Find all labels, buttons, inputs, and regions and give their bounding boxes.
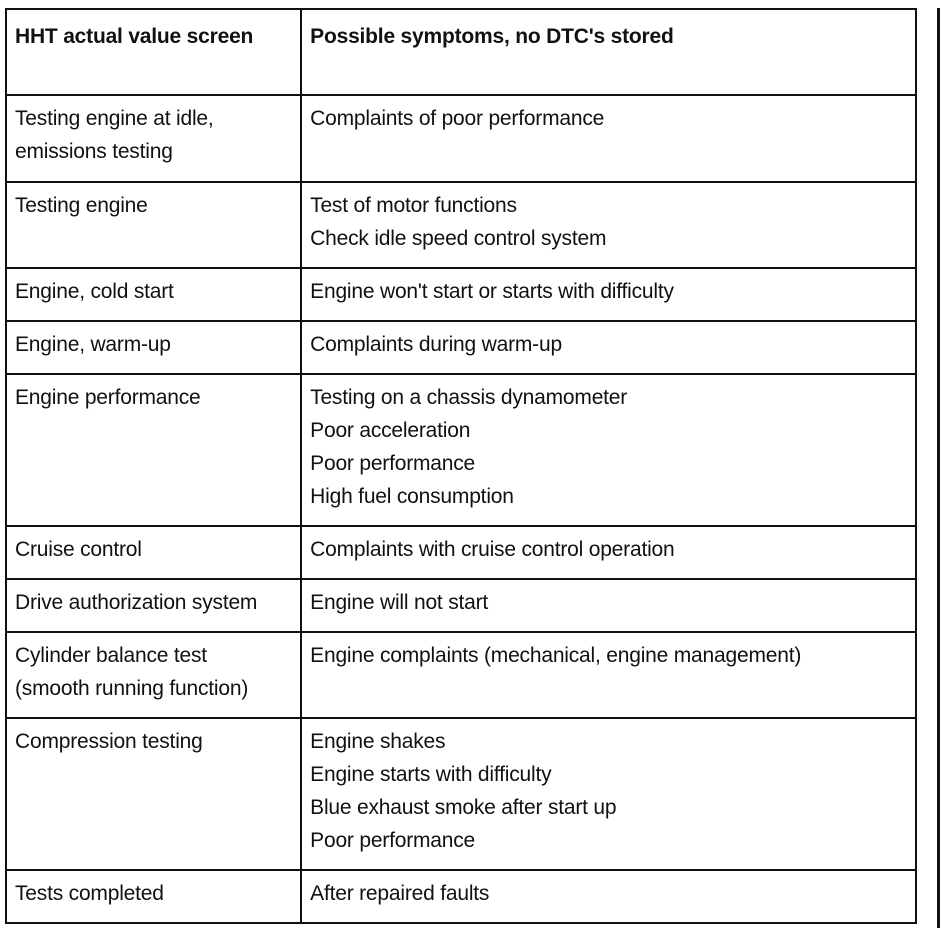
table-row xyxy=(6,870,916,923)
screen-cell xyxy=(6,632,301,718)
symptoms-cell xyxy=(301,718,916,870)
screen-cell xyxy=(6,374,301,526)
table-row xyxy=(6,526,916,579)
table-row xyxy=(6,182,916,268)
table-header-row xyxy=(6,9,916,95)
diagnostic-table xyxy=(5,8,917,924)
screen-line: Engine performance xyxy=(15,386,201,409)
symptom-line: Poor performance xyxy=(310,829,476,852)
symptoms-cell xyxy=(301,526,916,579)
table-row xyxy=(6,579,916,632)
symptoms-cell xyxy=(301,321,916,374)
table-row xyxy=(6,95,916,182)
screen-cell xyxy=(6,321,301,374)
symptom-line: Engine complaints (mechanical, engine management) xyxy=(310,644,802,667)
symptom-line: Testing on a chassis dynamometer xyxy=(310,386,628,409)
symptom-line: Test of motor functions xyxy=(310,194,517,217)
screen-line: Testing engine xyxy=(15,194,148,217)
screen-cell xyxy=(6,579,301,632)
screen-cell xyxy=(6,182,301,268)
screen-cell xyxy=(6,95,301,182)
symptoms-cell xyxy=(301,579,916,632)
screen-cell xyxy=(6,268,301,321)
symptoms-cell xyxy=(301,268,916,321)
symptom-line: Engine won't start or starts with difficulty xyxy=(310,280,674,303)
table-row xyxy=(6,632,916,718)
symptoms-cell xyxy=(301,870,916,923)
symptom-line: Poor acceleration xyxy=(310,419,471,442)
screen-line: (smooth running function) xyxy=(15,677,249,700)
screen-line: Cylinder balance test xyxy=(15,644,207,667)
screen-line: Cruise control xyxy=(15,538,142,561)
table-row xyxy=(6,374,916,526)
symptom-line: Complaints of poor performance xyxy=(310,107,605,130)
symptom-line: Engine shakes xyxy=(310,730,446,753)
screen-cell xyxy=(6,718,301,870)
symptoms-cell xyxy=(301,632,916,718)
symptom-line: Check idle speed control system xyxy=(310,227,607,250)
header-possible-symptoms: Possible symptoms, no DTC's stored xyxy=(301,9,916,95)
table-row xyxy=(6,718,916,870)
symptom-line: Blue exhaust smoke after start up xyxy=(310,796,617,819)
screen-cell xyxy=(6,526,301,579)
screen-line: emissions testing xyxy=(15,140,173,163)
symptoms-cell xyxy=(301,95,916,182)
symptom-line: After repaired faults xyxy=(310,882,490,905)
screen-line: Drive authorization system xyxy=(15,591,258,614)
symptom-line: High fuel consumption xyxy=(310,485,514,508)
screen-line: Testing engine at idle, xyxy=(15,107,214,130)
symptom-line: Poor performance xyxy=(310,452,476,475)
symptom-line: Complaints during warm-up xyxy=(310,333,562,356)
screen-cell xyxy=(6,870,301,923)
header-hht-screen: HHT actual value screen xyxy=(6,9,301,95)
scan-edge-line xyxy=(937,8,940,928)
symptom-line: Complaints with cruise control operation xyxy=(310,538,675,561)
table-row xyxy=(6,268,916,321)
symptom-line: Engine will not start xyxy=(310,591,489,614)
symptom-line: Engine starts with difficulty xyxy=(310,763,552,786)
screen-line: Engine, warm-up xyxy=(15,333,171,356)
table-row xyxy=(6,321,916,374)
screen-line: Engine, cold start xyxy=(15,280,174,303)
screen-line: Compression testing xyxy=(15,730,203,753)
symptoms-cell xyxy=(301,182,916,268)
screen-line: Tests completed xyxy=(15,882,164,905)
symptoms-cell xyxy=(301,374,916,526)
